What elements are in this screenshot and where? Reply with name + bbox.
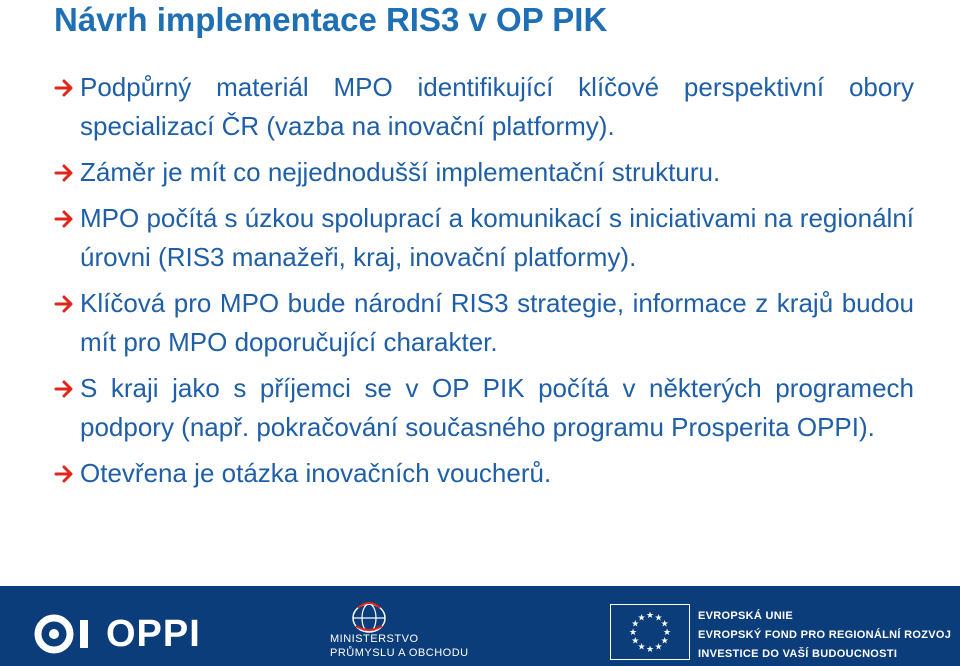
oppi-logo-icon: [34, 614, 100, 654]
eu-star-icon: ★: [645, 610, 655, 620]
eu-star-icon: ★: [662, 627, 672, 637]
bullet-item: [54, 68, 914, 146]
bullet-item: [54, 199, 914, 277]
eu-flag-icon: [610, 604, 690, 660]
bullet-text: S kraji jako s příjemci se v OP PIK počítá v některých programech podpory (např. pokračování současného programu Prosperita OPPI).: [80, 373, 914, 442]
bullet-text: Otevřena je otázka inovačních voucherů.: [80, 458, 552, 488]
eu-star-icon: ★: [637, 612, 646, 623]
arrow-right-icon: [54, 163, 76, 183]
slide-title: Návrh implementace RIS3 v OP PIK: [54, 1, 608, 38]
eu-line-1: EVROPSKÁ UNIE: [698, 610, 793, 622]
ministry-line-1: MINISTERSTVO: [330, 633, 419, 645]
arrow-right-icon: [54, 379, 76, 399]
bullet-list: [54, 68, 914, 500]
eu-star-icon: ★: [654, 641, 663, 652]
eu-star-icon: ★: [645, 644, 655, 654]
ministry-globe-icon: [344, 596, 394, 634]
ministry-name: [330, 632, 469, 660]
eu-text-block: [698, 607, 951, 664]
eu-star-icon: ★: [660, 618, 669, 629]
bullet-item: [54, 454, 914, 493]
bullet-text: MPO počítá s úzkou spoluprací a komunikací s iniciativami na regionální úrovni (RIS3 manažeři, kraj, inovační platformy).: [80, 203, 914, 272]
eu-star-icon: ★: [654, 612, 663, 623]
arrow-right-icon: [54, 294, 76, 314]
eu-star-icon: ★: [631, 635, 640, 646]
arrow-right-icon: [54, 209, 76, 229]
oppi-logo-text: OPPI: [106, 613, 201, 655]
eu-star-icon: ★: [637, 641, 646, 652]
ministry-line-2: PRŮMYSLU A OBCHODU: [330, 647, 469, 659]
bullet-item: [54, 153, 914, 192]
eu-star-icon: ★: [628, 627, 638, 637]
arrow-right-icon: [54, 464, 76, 484]
bullet-text: Podpůrný materiál MPO identifikující klíčové perspektivní obory specializací ČR (vazba na inovační platformy).: [80, 72, 914, 141]
bullet-item: [54, 284, 914, 362]
bullet-item: [54, 369, 914, 447]
eu-line-3: INVESTICE DO VAŠÍ BUDOUCNOSTI: [698, 648, 898, 660]
arrow-right-icon: [54, 78, 76, 98]
eu-star-icon: ★: [660, 635, 669, 646]
eu-line-2: EVROPSKÝ FOND PRO REGIONÁLNÍ ROZVOJ: [698, 629, 952, 641]
bullet-text: Záměr je mít co nejjednodušší implementační strukturu.: [80, 157, 721, 187]
eu-star-icon: ★: [631, 618, 640, 629]
bullet-text: Klíčová pro MPO bude národní RIS3 strategie, informace z krajů budou mít pro MPO doporučující charakter.: [80, 288, 914, 357]
